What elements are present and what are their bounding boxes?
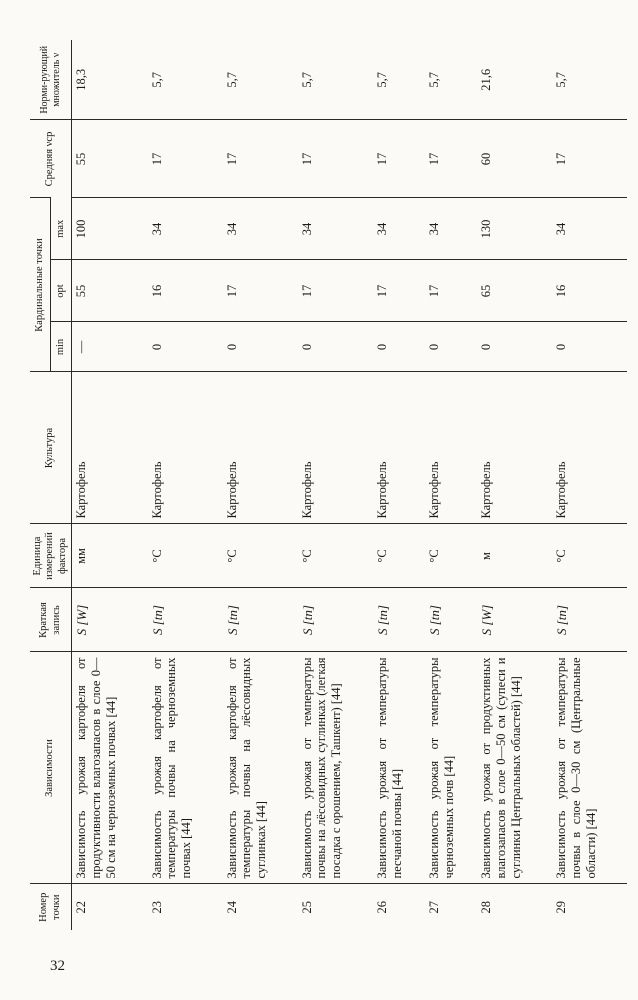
cell-num: 23: [148, 884, 223, 930]
header-dependency: Зависимости: [30, 652, 72, 884]
cell-norm: 5,7: [426, 71, 441, 88]
cell-max: 34: [373, 198, 425, 260]
table-row: [148, 40, 223, 930]
table-row: [552, 40, 627, 930]
cell-dependency: Зависимость урожая от температуры песчаной почвы [44]: [373, 652, 425, 884]
cell-mean: 60: [477, 120, 552, 198]
cell-record: S [tп]: [425, 588, 477, 652]
cell-num: 22: [72, 884, 148, 930]
cell-unit: °C: [552, 524, 627, 588]
cell-min: 0: [298, 322, 373, 372]
header-max: max: [51, 198, 72, 260]
cell-num: 29: [552, 884, 627, 930]
cell-culture: Картофель: [477, 372, 552, 524]
cell-unit: °C: [373, 524, 425, 588]
cell-dependency: Зависимость урожая от температуры черноземных почв [44]: [425, 652, 477, 884]
cell-norm: 18,3: [74, 68, 89, 91]
cell-culture: Картофель: [223, 372, 298, 524]
table-row: [223, 40, 298, 930]
cell-unit: °C: [223, 524, 298, 588]
cell-culture: Картофель: [148, 372, 223, 524]
cell-dependency: Зависимость урожая картофеля от температуры почвы на лёссовидных суглинках [44]: [223, 652, 298, 884]
header-mean: Средняя νср: [30, 120, 72, 198]
cell-norm: 5,7: [149, 71, 164, 88]
cell-opt: 55: [72, 260, 148, 322]
header-cardinal: Кардинальные точки: [30, 198, 51, 372]
cell-culture: Картофель: [552, 372, 627, 524]
cell-min: 0: [373, 322, 425, 372]
cell-opt: 17: [373, 260, 425, 322]
cell-culture: Картофель: [298, 372, 373, 524]
cell-opt: 16: [148, 260, 223, 322]
cell-culture: Картофель: [72, 372, 148, 524]
cell-dependency: Зависимость урожая от температуры почвы в слое 0—30 см (Центральные области) [44]: [552, 652, 627, 884]
cell-culture: Картофель: [373, 372, 425, 524]
cell-mean: 55: [72, 120, 148, 198]
cell-num: 26: [373, 884, 425, 930]
cell-min: —: [72, 322, 148, 372]
cell-max: 130: [477, 198, 552, 260]
cell-dependency: Зависимость урожая от продуктивных влагозапасов в слое 0—50 см (супеси и суглинки Центральных областей) [44]: [477, 652, 552, 884]
table-row: [72, 40, 148, 930]
cell-unit: °C: [148, 524, 223, 588]
header-record: Краткая запись: [30, 588, 72, 652]
cell-mean: 17: [552, 120, 627, 198]
cell-dependency: Зависимость урожая от температуры почвы на лёссовидных суглинках (легкая посадка с орошением, Ташкент) [44]: [298, 652, 373, 884]
cell-num: 28: [477, 884, 552, 930]
cell-max: 34: [148, 198, 223, 260]
cell-record: S [tп]: [552, 588, 627, 652]
cell-num: 25: [298, 884, 373, 930]
cell-norm: 5,7: [374, 71, 389, 88]
header-norm: Норми-рующий множитель ν: [30, 40, 72, 120]
cell-mean: 17: [373, 120, 425, 198]
cell-mean: 17: [425, 120, 477, 198]
cell-mean: 17: [148, 120, 223, 198]
cell-min: 0: [552, 322, 627, 372]
cell-unit: мм: [72, 524, 148, 588]
cell-num: 24: [223, 884, 298, 930]
cell-max: 100: [72, 198, 148, 260]
cell-num: 27: [425, 884, 477, 930]
table-row: [477, 40, 552, 930]
cell-max: 34: [298, 198, 373, 260]
cell-max: 34: [223, 198, 298, 260]
cell-min: 0: [477, 322, 552, 372]
cell-record: S [tп]: [148, 588, 223, 652]
cell-unit: °C: [298, 524, 373, 588]
page-number: 32: [50, 958, 65, 974]
cell-record: S [tп]: [223, 588, 298, 652]
cell-record: S [tп]: [298, 588, 373, 652]
cardinal-points-table: [30, 40, 627, 930]
cell-norm: 5,7: [554, 71, 569, 88]
cell-max: 34: [552, 198, 627, 260]
cell-record: S [W]: [72, 588, 148, 652]
header-unit: Единица измерений фактора: [30, 524, 72, 588]
cell-unit: м: [477, 524, 552, 588]
header-row: [30, 40, 51, 930]
rotated-table-wrapper: [30, 40, 620, 930]
cell-mean: 17: [223, 120, 298, 198]
cell-dependency: Зависимость урожая картофеля от продуктивности влагозапасов в слое 0—50 см на черноземных почвах [44]: [72, 652, 148, 884]
cell-norm: 5,7: [299, 71, 314, 88]
cell-norm: 5,7: [224, 71, 239, 88]
cell-opt: 16: [552, 260, 627, 322]
cell-mean: 17: [298, 120, 373, 198]
header-culture: Культура: [30, 372, 72, 524]
cell-record: S [tп]: [373, 588, 425, 652]
cell-opt: 65: [477, 260, 552, 322]
table-row: [373, 40, 425, 930]
cell-min: 0: [223, 322, 298, 372]
cell-min: 0: [148, 322, 223, 372]
cell-opt: 17: [425, 260, 477, 322]
header-num: Номер точки: [30, 884, 72, 930]
cell-record: S [W]: [477, 588, 552, 652]
table-row: [425, 40, 477, 930]
cell-norm: 21,6: [479, 68, 494, 91]
cell-dependency: Зависимость урожая картофеля от температуры почвы на черноземных почвах [44]: [148, 652, 223, 884]
cell-opt: 17: [298, 260, 373, 322]
header-min: min: [51, 322, 72, 372]
cell-unit: °C: [425, 524, 477, 588]
cell-min: 0: [425, 322, 477, 372]
table-row: [298, 40, 373, 930]
header-opt: opt: [51, 260, 72, 322]
cell-max: 34: [425, 198, 477, 260]
cell-culture: Картофель: [425, 372, 477, 524]
cell-opt: 17: [223, 260, 298, 322]
